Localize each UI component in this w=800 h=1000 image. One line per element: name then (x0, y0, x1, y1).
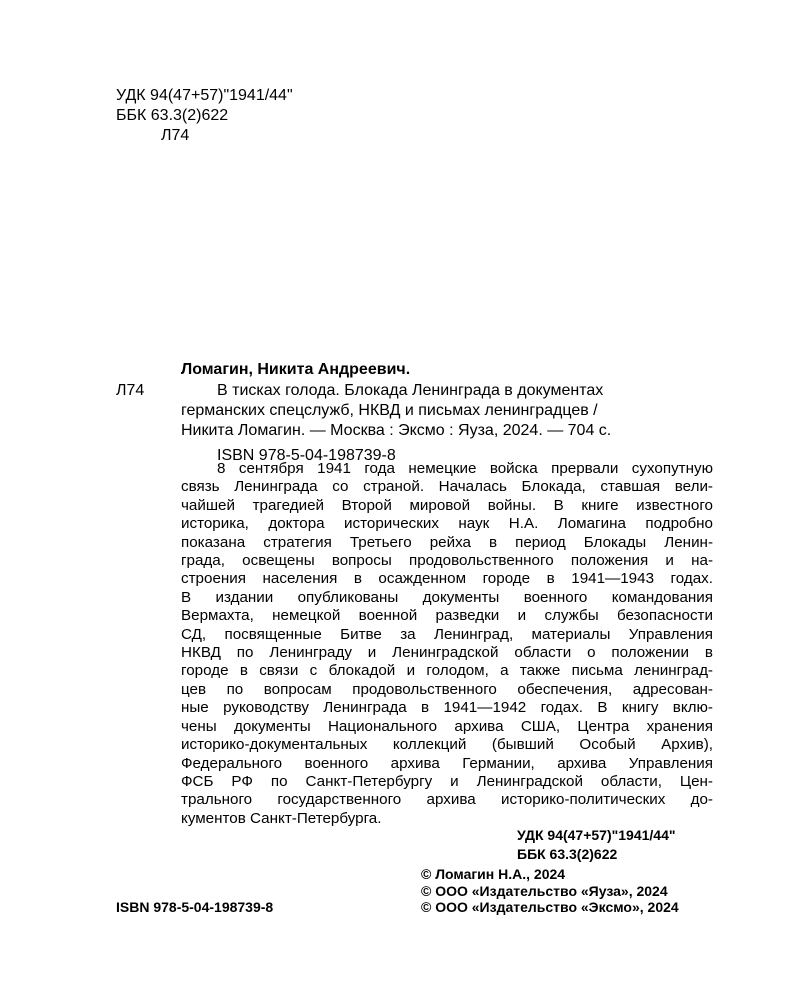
catalog-author-mark: Л74 (116, 382, 145, 399)
catalog-title-line: В тисках голода. Блокада Ленинграда в документах (217, 382, 604, 399)
annotation-line: СД, посвященные Битве за Ленинград, материалы Управления (181, 625, 713, 643)
annotation-line: Вермахта, немецкой военной разведки и службы безопасности (181, 607, 713, 625)
top-bbk: ББК 63.3(2)622 (116, 107, 229, 124)
footer-isbn: ISBN 978-5-04-198739-8 (116, 899, 274, 915)
bottom-udk: УДК 94(47+57)"1941/44" (517, 827, 676, 843)
annotation-line: показана стратегия Третьего рейха в период Блокады Ленин- (181, 533, 713, 551)
copyright-yauza: © ООО «Издательство «Яуза», 2024 (421, 883, 668, 899)
top-udk: УДК 94(47+57)"1941/44" (116, 87, 293, 104)
annotation-line: ФСБ РФ по Санкт-Петербургу и Ленинградской области, Цен- (181, 772, 713, 790)
annotation (181, 460, 713, 828)
annotation-line: НКВД по Ленинграду и Ленинградской области о положении в (181, 644, 713, 662)
annotation-line: цев по вопросам продовольственного обеспечения, адресован- (181, 680, 713, 698)
top-author-mark: Л74 (161, 127, 190, 144)
annotation-line: града, освещены вопросы продовольственного положения и на- (181, 552, 713, 570)
annotation-line: 8 сентября 1941 года немецкие войска прервали сухопутную (217, 460, 713, 477)
annotation-line: трального государственного архива историко-политических до- (181, 791, 713, 809)
copyright-author: © Ломагин Н.А., 2024 (421, 866, 566, 882)
annotation-line: городе в связи с блокадой и голодом, а также письма ленинград- (181, 662, 713, 680)
annotation-line: кументов Санкт-Петербурга. (181, 809, 382, 827)
annotation-line: связь Ленинграда со страной. Началась Блокада, ставшая вели- (181, 478, 713, 496)
bottom-bbk: ББК 63.3(2)622 (517, 846, 618, 862)
catalog-author: Ломагин, Никита Андреевич. (181, 361, 411, 378)
annotation-line: историко-документальных коллекций (бывший Особый Архив), (181, 736, 713, 754)
annotation-line: Федерального военного архива Германии, архива Управления (181, 754, 713, 772)
annotation-line: чены документы Национального архива США, Центра хранения (181, 717, 713, 735)
copyright-eksmo: © ООО «Издательство «Эксмо», 2024 (421, 899, 679, 915)
annotation-line: ные руководству Ленинграда в 1941—1942 годах. В книгу вклю- (181, 699, 713, 717)
catalog-title-line: Никита Ломагин. — Москва : Эксмо : Яуза, 2024. — 704 с. (181, 422, 612, 439)
annotation-line: В издании опубликованы документы военного командования (181, 588, 713, 606)
catalog-title-line: германских спецслужб, НКВД и письмах ленинградцев / (181, 402, 598, 419)
annotation-line: строения населения в осажденном городе в 1941—1943 годах. (181, 570, 713, 588)
catalog-isbn: ISBN 978-5-04-198739-8 (217, 447, 396, 464)
annotation-line: чайшей трагедией Второй мировой войны. В книге известного (181, 496, 713, 514)
annotation-line: историка, доктора исторических наук Н.А. Ломагина подробно (181, 515, 713, 533)
